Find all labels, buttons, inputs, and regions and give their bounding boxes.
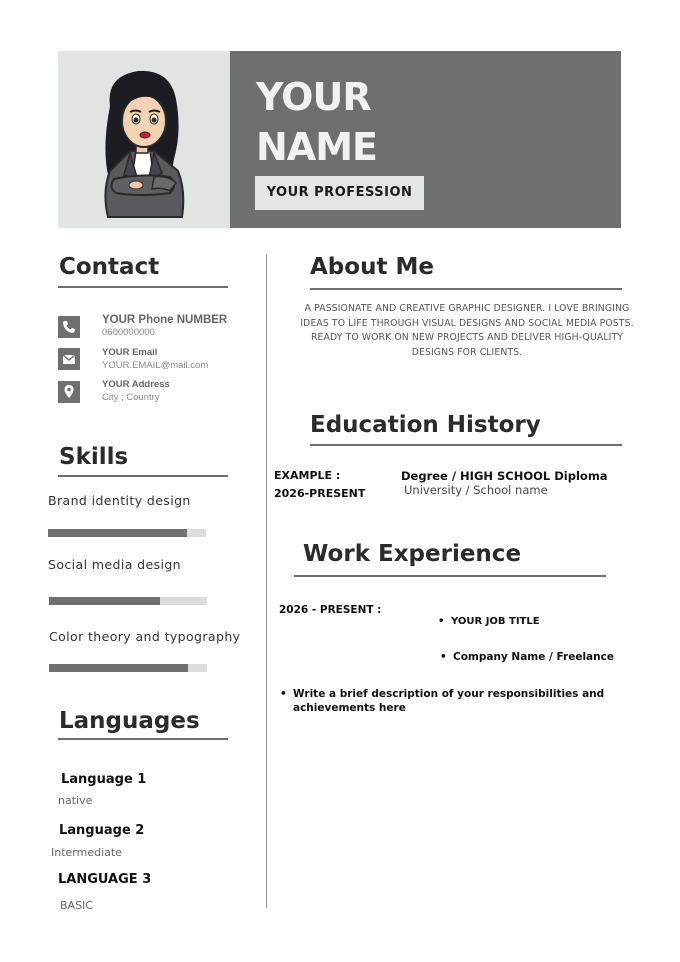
phone-value: 0600000000 <box>102 327 155 338</box>
column-divider <box>266 254 267 908</box>
skill-bar <box>49 664 207 672</box>
location-pin-icon <box>58 381 80 403</box>
education-degree: Degree / HIGH SCHOOL Diploma <box>401 469 608 483</box>
about-heading: About Me <box>310 254 434 280</box>
avatar-panel <box>58 51 230 228</box>
language-level: BASIC <box>60 899 93 912</box>
mail-icon <box>58 348 80 370</box>
name-second-line: NAME <box>256 125 377 169</box>
skill-label: Social media design <box>48 557 182 572</box>
education-school: University / School name <box>404 483 548 497</box>
work-heading: Work Experience <box>303 541 522 567</box>
work-dates: 2026 - PRESENT : <box>279 604 382 616</box>
phone-label: YOUR Phone NUMBER <box>102 314 228 326</box>
address-value: City ; Country <box>102 392 160 403</box>
language-name: Language 1 <box>61 772 147 787</box>
skill-bar-fill <box>49 597 160 605</box>
skill-label: Brand identity design <box>48 493 191 508</box>
profession-badge: YOUR PROFESSION <box>255 176 424 210</box>
education-heading: Education History <box>310 412 541 438</box>
email-value: YOUR.EMAIL@mail.com <box>102 360 209 371</box>
education-dates: 2026-PRESENT <box>274 487 366 500</box>
language-level: native <box>58 794 93 807</box>
name-first-line: YOUR <box>256 75 371 119</box>
education-rule <box>310 444 622 446</box>
phone-icon <box>58 316 80 338</box>
contact-heading: Contact <box>59 254 160 280</box>
skills-heading: Skills <box>59 444 129 470</box>
work-description: • Write a brief description of your responsibilities and achievements here <box>293 688 658 715</box>
contact-rule <box>58 286 228 288</box>
address-label: YOUR Address <box>102 379 170 390</box>
language-name: LANGUAGE 3 <box>58 872 152 887</box>
about-text: A PASSIONATE AND CREATIVE GRAPHIC DESIGNER. I LOVE BRINGING IDEAS TO LIFE THROUGH VISUAL DESIGNS AND SOCIAL MEDIA POSTS. READY TO WORK ON NEW PROJECTS AND DELIVER HIGH-QUALITY DESIGNS FOR CLIENTS. <box>300 303 634 358</box>
skills-rule <box>58 475 228 477</box>
language-level: Intermediate <box>51 846 122 859</box>
email-label: YOUR Email <box>102 347 158 358</box>
about-rule <box>310 288 622 290</box>
skill-bar <box>48 529 206 537</box>
work-job-title: • YOUR JOB TITLE <box>451 616 540 627</box>
skill-bar <box>49 597 207 605</box>
language-name: Language 2 <box>59 823 145 838</box>
education-label: EXAMPLE : <box>274 469 341 482</box>
skill-bar-fill <box>48 529 187 537</box>
languages-heading: Languages <box>59 708 200 734</box>
skill-label: Color theory and typography <box>49 629 241 644</box>
work-company: • Company Name / Freelance <box>453 651 614 663</box>
languages-rule <box>58 738 228 740</box>
work-rule <box>294 575 606 577</box>
skill-bar-fill <box>49 664 188 672</box>
avatar <box>58 51 230 228</box>
